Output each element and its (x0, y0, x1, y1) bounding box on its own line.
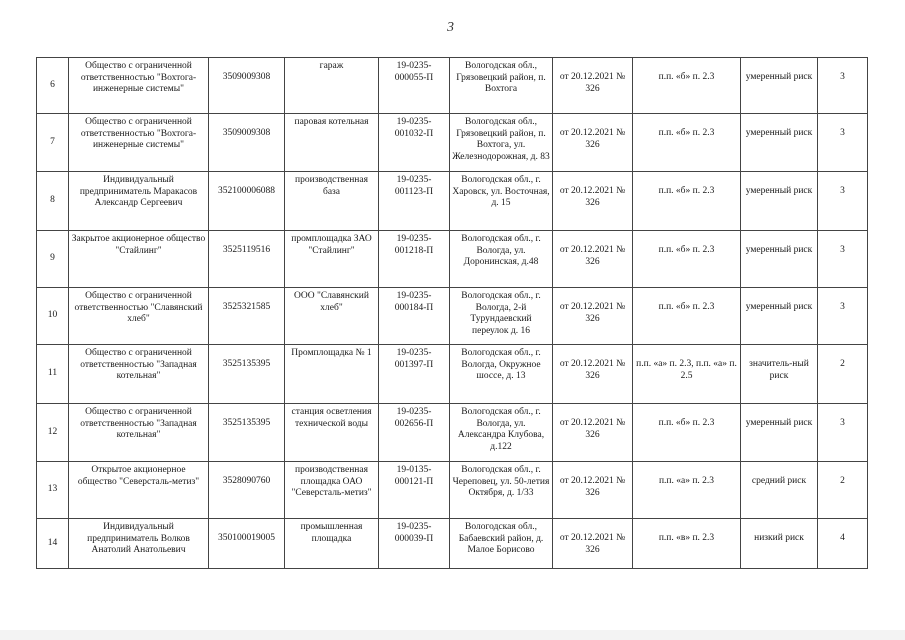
table-row (37, 345, 868, 404)
table-row (37, 114, 868, 172)
risk-level: умеренный риск (741, 404, 818, 462)
object-address: Вологодская обл., Бабаевский район, д. Малое Борисово (450, 519, 553, 569)
object-address: Вологодская обл., г. Харовск, ул. Восточная, д. 15 (450, 172, 553, 231)
organization-name: Общество с ограниченной ответственностью "Вохтога-инженерные системы" (69, 58, 209, 114)
object-address: Вологодская обл., г. Вологда, ул. Доронинская, д.48 (450, 231, 553, 288)
risk-level: низкий риск (741, 519, 818, 569)
risk-category: 2 (818, 345, 868, 404)
object-address: Вологодская обл., г. Вологда, Окружное шоссе, д. 13 (450, 345, 553, 404)
object-code: 19-0235-001218-П (379, 231, 450, 288)
risk-level: умеренный риск (741, 114, 818, 172)
object-name: станция осветления технической воды (285, 404, 379, 462)
inn-number: 3528090760 (209, 462, 285, 519)
risk-level: значитель-ный риск (741, 345, 818, 404)
object-address: Вологодская обл., Грязовецкий район, п. Вохтога (450, 58, 553, 114)
order-reference: от 20.12.2021 № 326 (553, 345, 633, 404)
row-number: 14 (37, 519, 69, 569)
row-number: 10 (37, 288, 69, 345)
object-code: 19-0235-000055-П (379, 58, 450, 114)
row-number: 13 (37, 462, 69, 519)
object-name: производственная площадка ОАО "Северсталь-метиз" (285, 462, 379, 519)
order-reference: от 20.12.2021 № 326 (553, 404, 633, 462)
table-row (37, 404, 868, 462)
order-reference: от 20.12.2021 № 326 (553, 519, 633, 569)
criteria-clause: п.п. «б» п. 2.3 (633, 58, 741, 114)
object-code: 19-0235-001032-П (379, 114, 450, 172)
order-reference: от 20.12.2021 № 326 (553, 58, 633, 114)
row-number: 6 (37, 58, 69, 114)
risk-category: 3 (818, 172, 868, 231)
criteria-clause: п.п. «а» п. 2.3, п.п. «а» п. 2.5 (633, 345, 741, 404)
object-code: 19-0235-000039-П (379, 519, 450, 569)
object-name: производственная база (285, 172, 379, 231)
criteria-clause: п.п. «б» п. 2.3 (633, 114, 741, 172)
table-body (37, 58, 868, 569)
order-reference: от 20.12.2021 № 326 (553, 462, 633, 519)
risk-category: 3 (818, 404, 868, 462)
order-reference: от 20.12.2021 № 326 (553, 231, 633, 288)
criteria-clause: п.п. «б» п. 2.3 (633, 288, 741, 345)
object-name: Промплощадка № 1 (285, 345, 379, 404)
row-number: 9 (37, 231, 69, 288)
organization-name: Общество с ограниченной ответственностью "Западная котельная" (69, 404, 209, 462)
risk-category: 2 (818, 462, 868, 519)
organization-name: Индивидуальный предприниматель Маракасов Александр Сергеевич (69, 172, 209, 231)
organization-name: Закрытое акционерное общество "Стайлинг" (69, 231, 209, 288)
scan-edge (0, 630, 905, 640)
organization-name: Общество с ограниченной ответственностью "Западная котельная" (69, 345, 209, 404)
row-number: 12 (37, 404, 69, 462)
risk-category: 3 (818, 114, 868, 172)
risk-level: умеренный риск (741, 172, 818, 231)
object-name: паровая котельная (285, 114, 379, 172)
object-address: Вологодская обл., Грязовецкий район, п. Вохтога, ул. Железнодорожная, д. 83 (450, 114, 553, 172)
row-number: 7 (37, 114, 69, 172)
object-code: 19-0235-000184-П (379, 288, 450, 345)
row-number: 11 (37, 345, 69, 404)
row-number: 8 (37, 172, 69, 231)
risk-category: 3 (818, 231, 868, 288)
criteria-clause: п.п. «б» п. 2.3 (633, 231, 741, 288)
table-row (37, 172, 868, 231)
table-row (37, 288, 868, 345)
object-code: 19-0235-001123-П (379, 172, 450, 231)
order-reference: от 20.12.2021 № 326 (553, 114, 633, 172)
object-name: промплощадка ЗАО "Стайлинг" (285, 231, 379, 288)
object-address: Вологодская обл., г. Вологда, 2-й Турундаевский переулок д. 16 (450, 288, 553, 345)
criteria-clause: п.п. «в» п. 2.3 (633, 519, 741, 569)
risk-category: 3 (818, 288, 868, 345)
organization-name: Индивидуальный предприниматель Волков Анатолий Анатольевич (69, 519, 209, 569)
risk-category: 4 (818, 519, 868, 569)
organization-name: Общество с ограниченной ответственностью "Славянский хлеб" (69, 288, 209, 345)
inn-number: 3525321585 (209, 288, 285, 345)
inn-number: 3525119516 (209, 231, 285, 288)
table-row (37, 231, 868, 288)
inn-number: 3525135395 (209, 404, 285, 462)
order-reference: от 20.12.2021 № 326 (553, 172, 633, 231)
criteria-clause: п.п. «а» п. 2.3 (633, 462, 741, 519)
object-name: промышленная площадка (285, 519, 379, 569)
risk-level: умеренный риск (741, 58, 818, 114)
inn-number: 3509009308 (209, 114, 285, 172)
criteria-clause: п.п. «б» п. 2.3 (633, 172, 741, 231)
order-reference: от 20.12.2021 № 326 (553, 288, 633, 345)
inn-number: 352100006088 (209, 172, 285, 231)
risk-level: средний риск (741, 462, 818, 519)
object-name: ООО "Славянский хлеб" (285, 288, 379, 345)
risk-level: умеренный риск (741, 288, 818, 345)
risk-category: 3 (818, 58, 868, 114)
risk-level: умеренный риск (741, 231, 818, 288)
table-row (37, 58, 868, 114)
inn-number: 350100019005 (209, 519, 285, 569)
organization-name: Общество с ограниченной ответственностью "Вохтога-инженерные системы" (69, 114, 209, 172)
object-address: Вологодская обл., г. Вологда, ул. Александра Клубова, д.122 (450, 404, 553, 462)
inn-number: 3525135395 (209, 345, 285, 404)
organization-name: Открытое акционерное общество "Северсталь-метиз" (69, 462, 209, 519)
registry-table (36, 57, 868, 569)
object-code: 19-0235-001397-П (379, 345, 450, 404)
object-code: 19-0235-002656-П (379, 404, 450, 462)
object-address: Вологодская обл., г. Череповец, ул. 50-летия Октября, д. 1/33 (450, 462, 553, 519)
inn-number: 3509009308 (209, 58, 285, 114)
table-row (37, 519, 868, 569)
object-code: 19-0135-000121-П (379, 462, 450, 519)
object-name: гараж (285, 58, 379, 114)
page-number: 3 (447, 20, 454, 35)
table-row (37, 462, 868, 519)
criteria-clause: п.п. «б» п. 2.3 (633, 404, 741, 462)
